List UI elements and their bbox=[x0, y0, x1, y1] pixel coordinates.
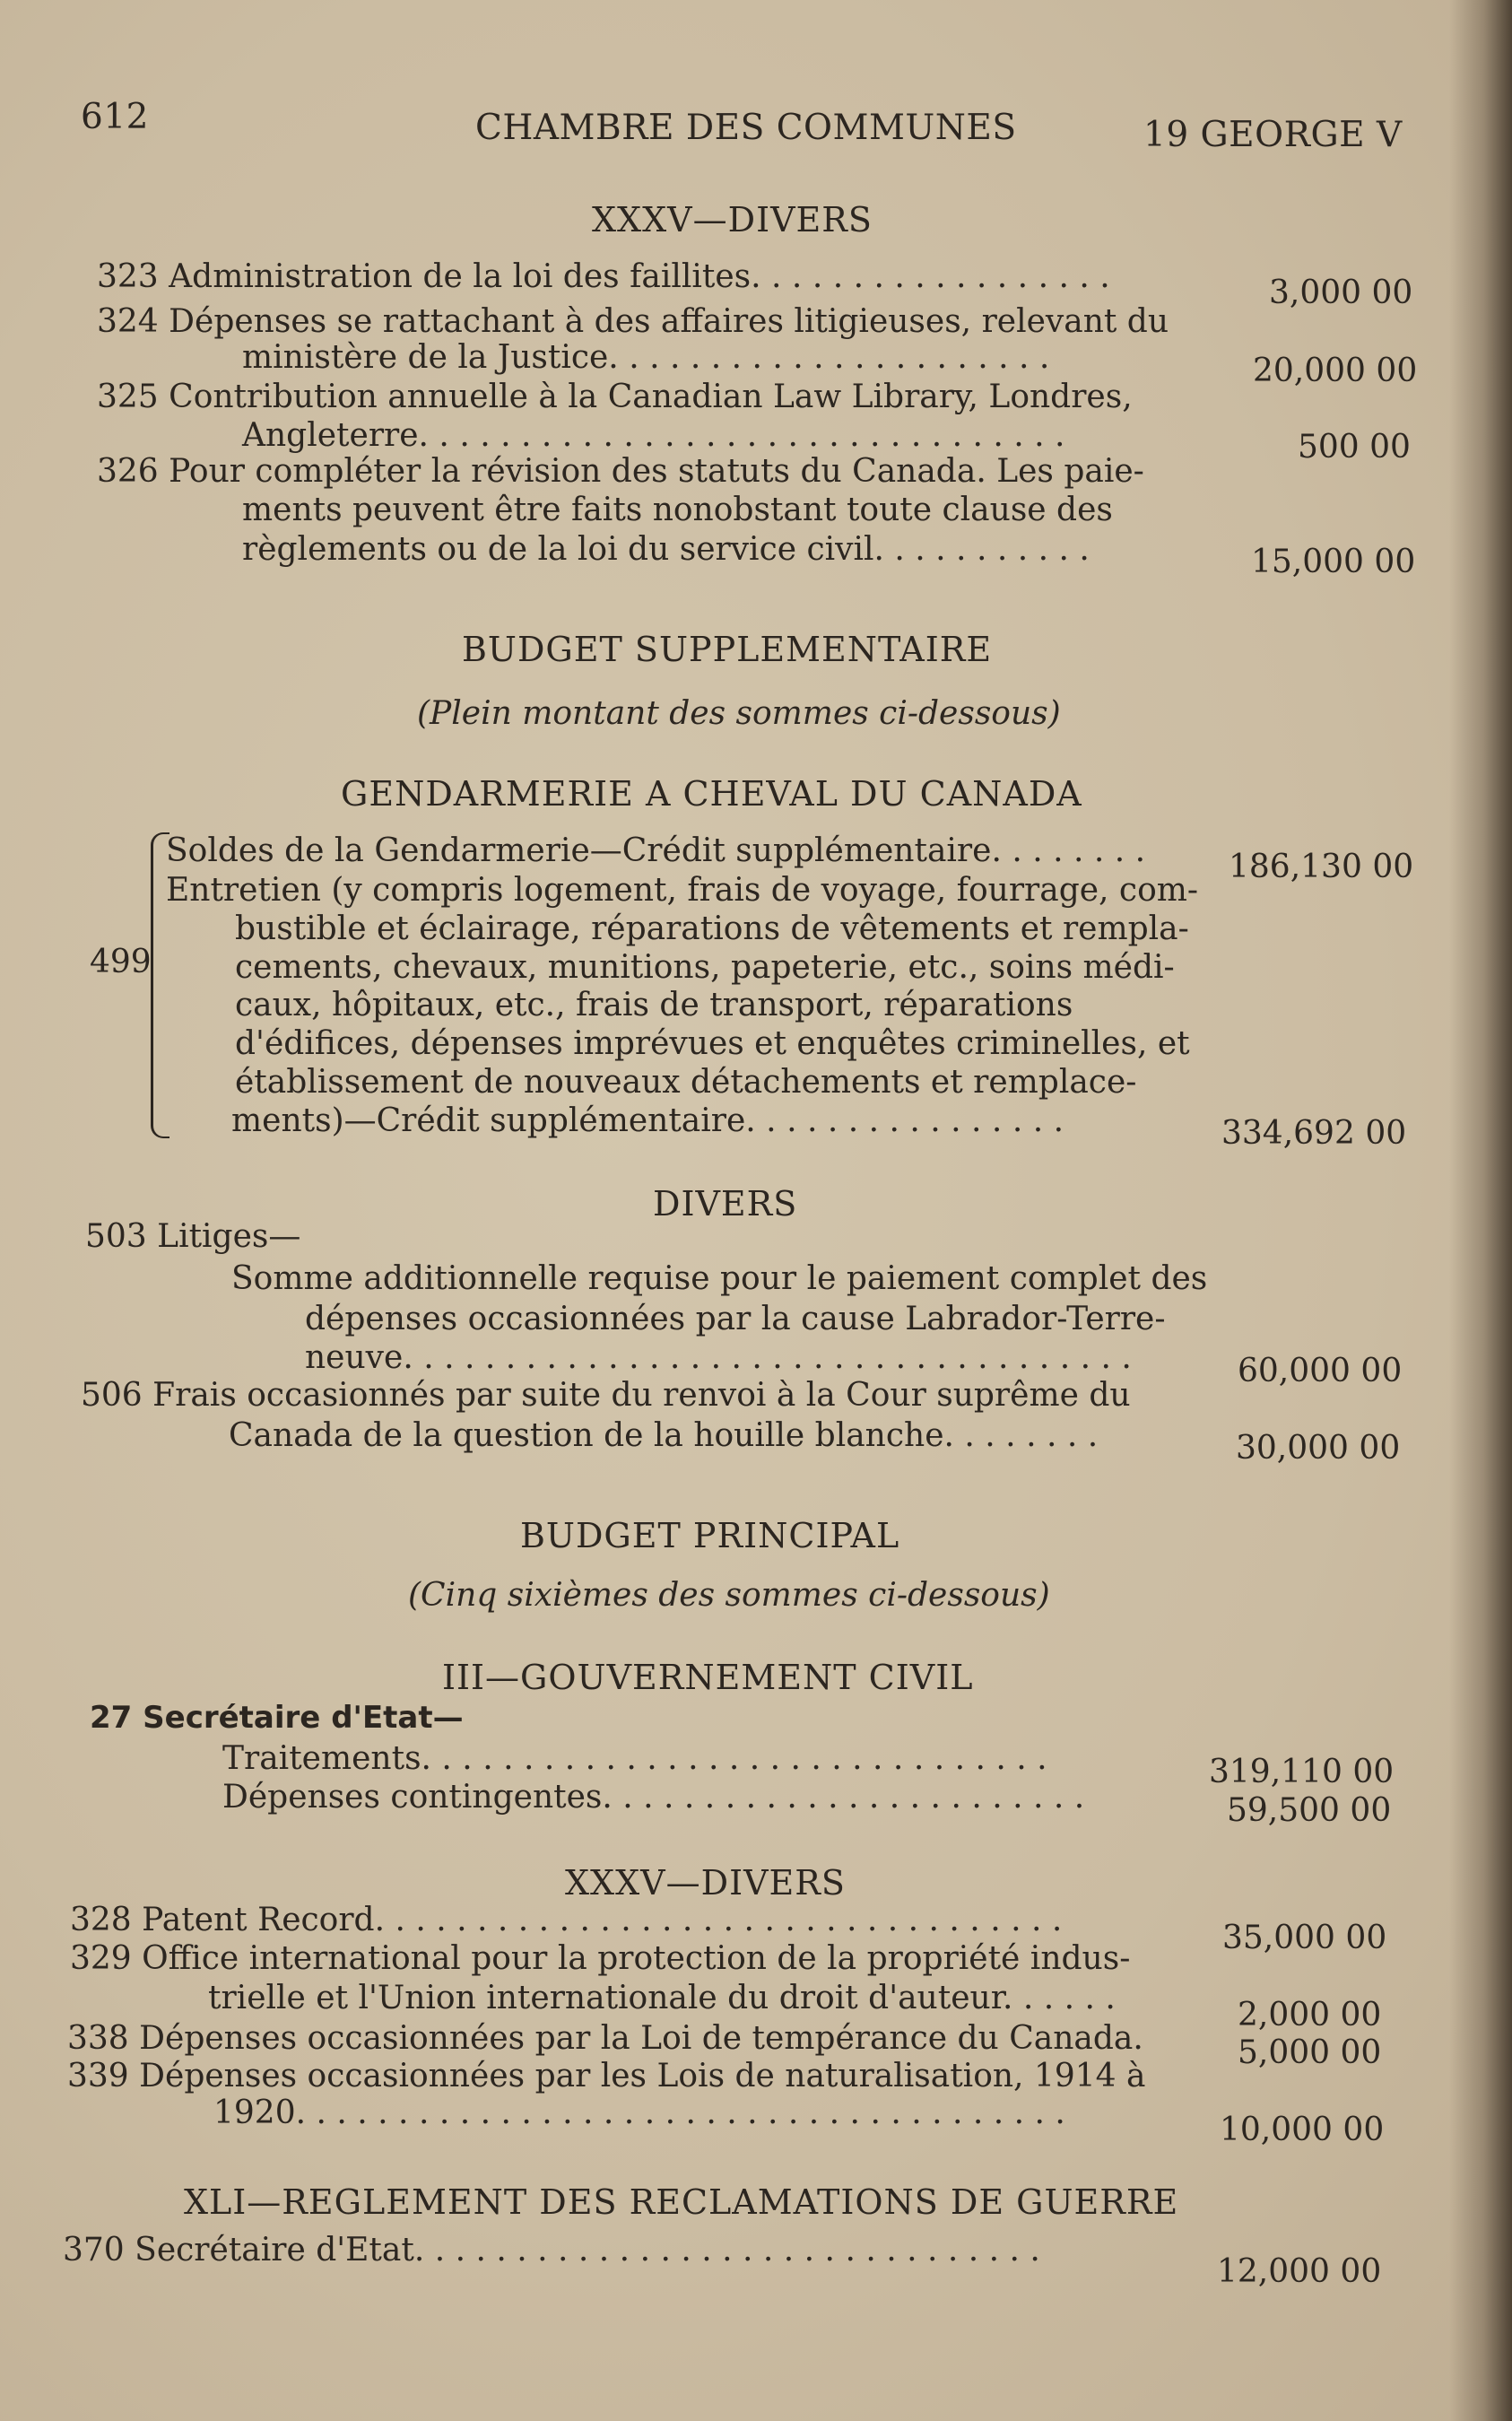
section-title-budget-principal: BUDGET PRINCIPAL bbox=[520, 1516, 900, 1555]
item-325-amount: 500 00 bbox=[1298, 429, 1411, 466]
section-title-divers-1: XXXV—DIVERS bbox=[592, 200, 873, 239]
traitements-line: Traitements. . . . . . . . . . . . . . . . . . . . . . . . . . . . . . . bbox=[222, 1740, 1047, 1777]
item-326-amount: 15,000 00 bbox=[1251, 544, 1416, 580]
item-326-line-2: ments peuvent être faits nonobstant toute clause des bbox=[242, 492, 1113, 528]
gendarmerie-soldes-amount: 186,130 00 bbox=[1229, 849, 1414, 885]
item-329-line-1: 329 Office international pour la protection de la propriété indus- bbox=[70, 1940, 1131, 1977]
item-325-line-2: Angleterre. . . . . . . . . . . . . . . . . . . . . . . . . . . . . . . . bbox=[242, 417, 1065, 454]
gendarmerie-entretien-line-1: Entretien (y compris logement, frais de voyage, fourrage, com- bbox=[166, 872, 1199, 909]
item-339-line-1: 339 Dépenses occasionnées par les Lois de naturalisation, 1914 à bbox=[67, 2058, 1146, 2094]
section-subtitle-budget-principal: (Cinq sixièmes des sommes ci-dessous) bbox=[408, 1577, 1050, 1614]
item-506-line-1: 506 Frais occasionnés par suite du renvoi à la Cour suprême du bbox=[81, 1377, 1131, 1414]
item-326-line-1: 326 Pour compléter la révision des statuts du Canada. Les paie- bbox=[97, 453, 1144, 490]
item-324-line-2: ministère de la Justice. . . . . . . . . . . . . . . . . . . . . . bbox=[242, 339, 1050, 376]
item-339-line-2: 1920. . . . . . . . . . . . . . . . . . . . . . . . . . . . . . . . . . . . . . bbox=[213, 2094, 1065, 2131]
gendarmerie-soldes-line: Soldes de la Gendarmerie—Crédit supplémentaire. . . . . . . . bbox=[166, 832, 1146, 869]
depenses-contingentes-amount: 59,500 00 bbox=[1227, 1792, 1392, 1829]
item-328-line: 328 Patent Record. . . . . . . . . . . . . . . . . . . . . . . . . . . . . . . . . . bbox=[70, 1902, 1063, 1938]
item-325-line-1: 325 Contribution annuelle à la Canadian Law Library, Londres, bbox=[97, 379, 1133, 415]
gendarmerie-entretien-line-5: d'édifices, dépenses imprévues et enquêtes criminelles, et bbox=[235, 1025, 1190, 1062]
section-title-gendarmerie: GENDARMERIE A CHEVAL DU CANADA bbox=[341, 774, 1082, 814]
item-339-amount: 10,000 00 bbox=[1220, 2112, 1385, 2148]
item-324-line-1: 324 Dépenses se rattachant à des affaires litigieuses, relevant du bbox=[97, 303, 1169, 340]
item-338-line: 338 Dépenses occasionnées par la Loi de tempérance du Canada. bbox=[67, 2020, 1143, 2057]
section-title-reclamations: XLI—REGLEMENT DES RECLAMATIONS DE GUERRE bbox=[184, 2182, 1179, 2222]
item-503-line-1: Somme additionnelle requise pour le paiement complet des bbox=[231, 1260, 1208, 1297]
gendarmerie-entretien-line-2: bustible et éclairage, réparations de vêtements et rempla- bbox=[235, 910, 1189, 947]
item-503-line-2: dépenses occasionnées par la cause Labrador-Terre- bbox=[305, 1301, 1166, 1337]
section-subtitle-budget-supplementaire: (Plein montant des sommes ci-dessous) bbox=[417, 695, 1061, 732]
item-370-line: 370 Secrétaire d'Etat. . . . . . . . . . . . . . . . . . . . . . . . . . . . . . . bbox=[63, 2232, 1040, 2269]
reign-label: 19 GEORGE V bbox=[1143, 115, 1403, 155]
page-number: 612 bbox=[81, 97, 149, 137]
item-338-amount: 5,000 00 bbox=[1238, 2034, 1382, 2071]
item-506-amount: 30,000 00 bbox=[1236, 1430, 1401, 1467]
section-title-budget-supplementaire: BUDGET SUPPLEMENTAIRE bbox=[462, 630, 993, 669]
page-edge-shadow bbox=[1449, 0, 1512, 2421]
item-326-line-3: règlements ou de la loi du service civil. . . . . . . . . . . bbox=[242, 531, 1090, 568]
item-503-line-3: neuve. . . . . . . . . . . . . . . . . . . . . . . . . . . . . . . . . . . . bbox=[305, 1339, 1132, 1376]
section-title-gouvernement-civil: III—GOUVERNEMENT CIVIL bbox=[442, 1658, 974, 1697]
item-27-label: 27 Secrétaire d'Etat— bbox=[90, 1700, 464, 1736]
item-328-amount: 35,000 00 bbox=[1222, 1920, 1387, 1956]
section-title-divers-3: XXXV—DIVERS bbox=[565, 1863, 846, 1903]
gendarmerie-entretien-amount: 334,692 00 bbox=[1221, 1115, 1407, 1152]
item-503-amount: 60,000 00 bbox=[1238, 1353, 1403, 1389]
traitements-amount: 319,110 00 bbox=[1209, 1754, 1395, 1790]
item-324-amount: 20,000 00 bbox=[1253, 353, 1418, 389]
section-title-divers-2: DIVERS bbox=[653, 1184, 798, 1224]
gendarmerie-entretien-line-3: cements, chevaux, munitions, papeterie, etc., soins médi- bbox=[235, 949, 1175, 986]
gendarmerie-entretien-line-4: caux, hôpitaux, etc., frais de transport, réparations bbox=[235, 987, 1073, 1023]
gendarmerie-entretien-line-7: ments)—Crédit supplémentaire. . . . . . . . . . . . . . . . bbox=[231, 1102, 1064, 1139]
vote-number-499: 499 bbox=[90, 944, 152, 980]
item-329-line-2: trielle et l'Union internationale du droit d'auteur. . . . . . bbox=[208, 1980, 1116, 2016]
item-506-line-2: Canada de la question de la houille blanche. . . . . . . . bbox=[229, 1417, 1099, 1454]
item-503-label: 503 Litiges— bbox=[85, 1218, 301, 1255]
item-323-line: 323 Administration de la loi des faillites. . . . . . . . . . . . . . . . . . bbox=[97, 258, 1110, 295]
page-title: CHAMBRE DES COMMUNES bbox=[475, 108, 1017, 148]
item-370-amount: 12,000 00 bbox=[1217, 2253, 1382, 2290]
item-329-amount: 2,000 00 bbox=[1238, 1997, 1382, 2033]
item-323-amount: 3,000 00 bbox=[1269, 274, 1413, 311]
depenses-contingentes-line: Dépenses contingentes. . . . . . . . . . . . . . . . . . . . . . . . bbox=[222, 1779, 1085, 1816]
gendarmerie-entretien-line-6: établissement de nouveaux détachements et remplace- bbox=[235, 1064, 1137, 1101]
